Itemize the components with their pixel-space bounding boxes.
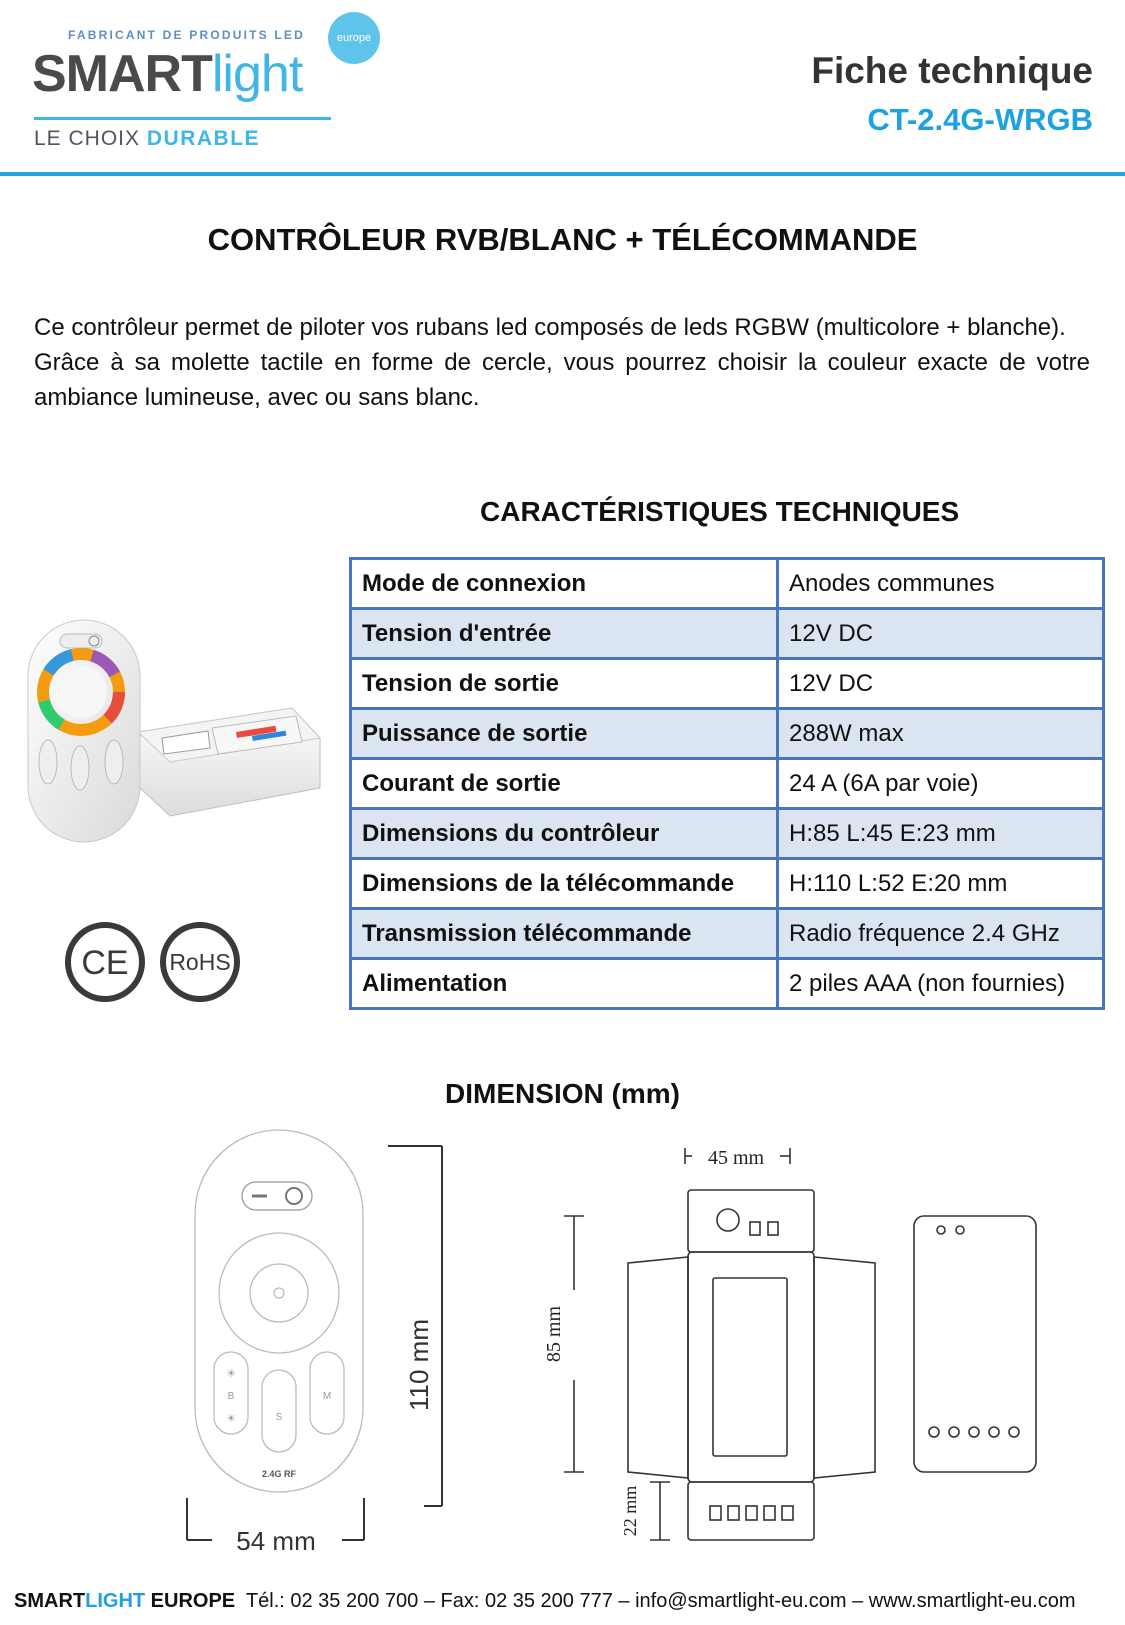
dimension-title: DIMENSION (mm) <box>445 1078 680 1109</box>
controller-top-face <box>688 1190 814 1252</box>
table-row <box>351 809 1104 859</box>
certification-badges <box>60 918 250 1008</box>
intro-text <box>34 310 1090 415</box>
controller-width-label: 45 mm <box>707 1147 765 1169</box>
ce-mark-icon <box>68 925 142 999</box>
header-divider <box>0 172 1125 176</box>
spec-value: Radio fréquence 2.4 GHz <box>778 909 1104 959</box>
brand-slogan-bold: DURABLE <box>146 127 261 150</box>
dc-jack-icon <box>717 1209 739 1231</box>
spec-value: 2 piles AAA (non fournies) <box>778 959 1104 1009</box>
spec-label: Mode de connexion <box>351 559 778 609</box>
spec-label: Tension d'entrée <box>351 609 778 659</box>
page-title: CONTRÔLEUR RVB/BLANC + TÉLÉCOMMANDE <box>207 222 918 257</box>
controller-height-label: 85 mm <box>543 1305 565 1363</box>
table-row <box>351 909 1104 959</box>
spec-value: 12V DC <box>778 659 1104 709</box>
controller-bottom-face <box>688 1482 814 1540</box>
footer-company-c: EUROPE <box>150 1590 236 1612</box>
brand-name-light: light <box>211 45 303 103</box>
rf-label: 2.4G RF <box>261 1469 297 1479</box>
footer-company-a: SMART <box>14 1590 86 1612</box>
spec-value: 288W max <box>778 709 1104 759</box>
svg-text:☀: ☀ <box>226 1413 236 1425</box>
table-row <box>351 959 1104 1009</box>
key-b-label: B <box>227 1391 235 1402</box>
controller-right-face <box>814 1257 875 1478</box>
spec-value: Anodes communes <box>778 559 1104 609</box>
controller-front-face <box>688 1252 814 1482</box>
doc-reference: CT-2.4G-WRGB <box>867 102 1093 137</box>
intro-paragraph-1: Ce contrôleur permet de piloter vos rubans led composés de leds RGBW (multicolore + blanche). <box>34 314 1066 341</box>
brand-name-bold: SMART <box>32 45 212 103</box>
brand-tagline-top: FABRICANT DE PRODUITS LED <box>68 28 306 42</box>
ce-mark-text: CE <box>81 944 129 982</box>
doc-kind: Fiche technique <box>811 50 1093 91</box>
remote-width-label: 54 mm <box>236 1526 316 1556</box>
table-row <box>351 709 1104 759</box>
controller-dimension-drawing <box>543 1130 1050 1560</box>
spec-value: H:110 L:52 E:20 mm <box>778 859 1104 909</box>
remote-width-dimension <box>178 1494 378 1556</box>
table-row <box>351 659 1104 709</box>
footer <box>14 1590 1076 1613</box>
brand-slogan-plain: LE CHOIX <box>34 127 141 150</box>
spec-value: 12V DC <box>778 609 1104 659</box>
footer-company-b: LIGHT <box>85 1590 146 1612</box>
brand-rule <box>34 117 331 120</box>
controller-label-area <box>713 1278 787 1456</box>
spec-label: Dimensions de la télécommande <box>351 859 778 909</box>
brand-badge: europe <box>328 12 380 64</box>
spec-label: Puissance de sortie <box>351 709 778 759</box>
speed-key-icon <box>262 1370 296 1452</box>
controller-left-face <box>628 1257 688 1478</box>
spec-label: Tension de sortie <box>351 659 778 709</box>
table-row <box>351 859 1104 909</box>
footer-contact: Tél.: 02 35 200 700 – Fax: 02 35 200 777 – info@smartlight-eu.com – www.smartlight-eu.com <box>245 1590 1076 1612</box>
spec-label: Courant de sortie <box>351 759 778 809</box>
product-photo <box>20 620 330 850</box>
remote-outline <box>195 1130 363 1492</box>
svg-text:☀: ☀ <box>226 1368 236 1380</box>
key-m-label: M <box>322 1391 332 1402</box>
controller-back-view <box>914 1216 1036 1472</box>
table-row <box>351 609 1104 659</box>
spec-value: H:85 L:45 E:23 mm <box>778 809 1104 859</box>
table-row <box>351 759 1104 809</box>
spec-value: 24 A (6A par voie) <box>778 759 1104 809</box>
specs-title: CARACTÉRISTIQUES TECHNIQUES <box>480 496 960 527</box>
controller-depth-label: 22 mm <box>620 1485 640 1537</box>
key-s-label: S <box>275 1412 283 1423</box>
brand-logo <box>32 46 302 102</box>
intro-paragraph-2: Grâce à sa molette tactile en forme de cercle, vous pourrez choisir la couleur exacte de votre ambiance lumineuse, avec ou sans blanc. <box>34 349 1090 411</box>
rohs-mark-icon <box>163 925 237 999</box>
rohs-mark-text: RoHS <box>169 949 231 975</box>
specs-table <box>349 557 1105 1010</box>
table-row <box>351 559 1104 609</box>
remote-photo <box>28 620 140 842</box>
color-wheel-icon <box>219 1233 339 1353</box>
spec-label: Dimensions du contrôleur <box>351 809 778 859</box>
spec-label: Alimentation <box>351 959 778 1009</box>
remote-height-dimension <box>380 1140 470 1520</box>
controller-box-photo <box>138 708 320 816</box>
spec-label: Transmission télécommande <box>351 909 778 959</box>
remote-height-label: 110 mm <box>404 1319 434 1411</box>
brand-slogan <box>34 127 260 151</box>
